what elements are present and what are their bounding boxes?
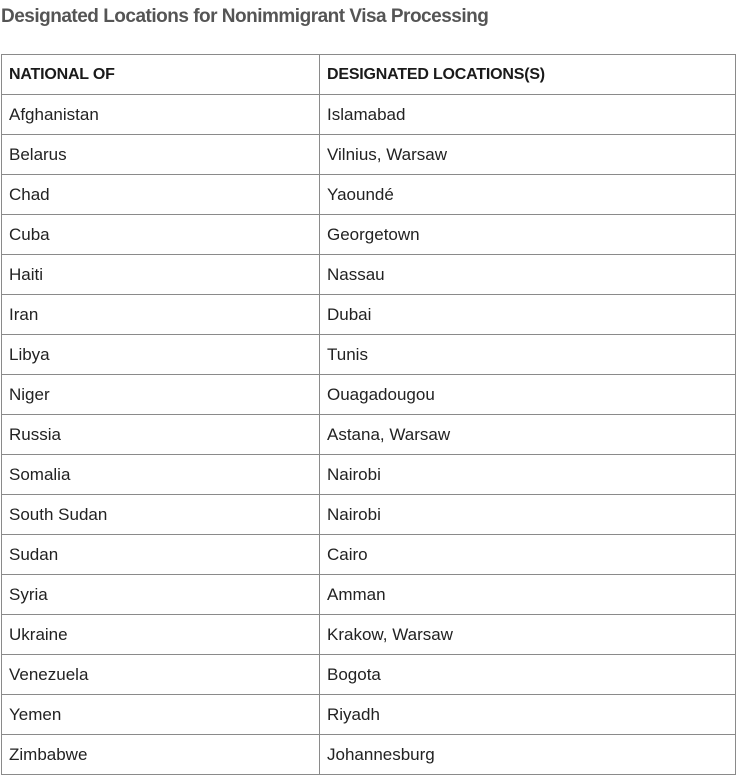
table-header-row	[2, 55, 736, 95]
cell-location: Cairo	[320, 535, 736, 575]
table-row	[2, 535, 736, 575]
page-title: Designated Locations for Nonimmigrant Visa Processing	[1, 6, 489, 27]
cell-nationality: Cuba	[2, 215, 320, 255]
cell-nationality: Yemen	[2, 695, 320, 735]
cell-nationality: Zimbabwe	[2, 735, 320, 775]
cell-nationality: Syria	[2, 575, 320, 615]
cell-nationality: South Sudan	[2, 495, 320, 535]
cell-nationality: Haiti	[2, 255, 320, 295]
table-row	[2, 295, 736, 335]
cell-nationality: Chad	[2, 175, 320, 215]
cell-nationality: Iran	[2, 295, 320, 335]
table-row	[2, 695, 736, 735]
table-row	[2, 655, 736, 695]
cell-location: Bogota	[320, 655, 736, 695]
cell-location: Nairobi	[320, 455, 736, 495]
cell-location: Krakow, Warsaw	[320, 615, 736, 655]
table-row	[2, 135, 736, 175]
table-row	[2, 215, 736, 255]
cell-location: Ouagadougou	[320, 375, 736, 415]
table-row	[2, 415, 736, 455]
table-row	[2, 95, 736, 135]
cell-location: Nairobi	[320, 495, 736, 535]
cell-location: Islamabad	[320, 95, 736, 135]
cell-location: Dubai	[320, 295, 736, 335]
table-row	[2, 255, 736, 295]
column-header-designated-locations: DESIGNATED LOCATIONS(S)	[320, 55, 736, 95]
cell-location: Georgetown	[320, 215, 736, 255]
cell-location: Yaoundé	[320, 175, 736, 215]
cell-nationality: Niger	[2, 375, 320, 415]
cell-location: Astana, Warsaw	[320, 415, 736, 455]
table-row	[2, 375, 736, 415]
cell-nationality: Russia	[2, 415, 320, 455]
cell-location: Tunis	[320, 335, 736, 375]
table-row	[2, 615, 736, 655]
cell-nationality: Afghanistan	[2, 95, 320, 135]
cell-nationality: Sudan	[2, 535, 320, 575]
table-row	[2, 335, 736, 375]
cell-location: Riyadh	[320, 695, 736, 735]
cell-location: Johannesburg	[320, 735, 736, 775]
cell-location: Amman	[320, 575, 736, 615]
cell-nationality: Venezuela	[2, 655, 320, 695]
cell-location: Nassau	[320, 255, 736, 295]
designated-locations-table	[1, 54, 736, 775]
table-row	[2, 455, 736, 495]
cell-nationality: Somalia	[2, 455, 320, 495]
table-row	[2, 575, 736, 615]
table-row	[2, 495, 736, 535]
cell-nationality: Libya	[2, 335, 320, 375]
column-header-national-of: NATIONAL OF	[2, 55, 320, 95]
cell-nationality: Belarus	[2, 135, 320, 175]
table-row	[2, 735, 736, 775]
cell-nationality: Ukraine	[2, 615, 320, 655]
cell-location: Vilnius, Warsaw	[320, 135, 736, 175]
table-row	[2, 175, 736, 215]
